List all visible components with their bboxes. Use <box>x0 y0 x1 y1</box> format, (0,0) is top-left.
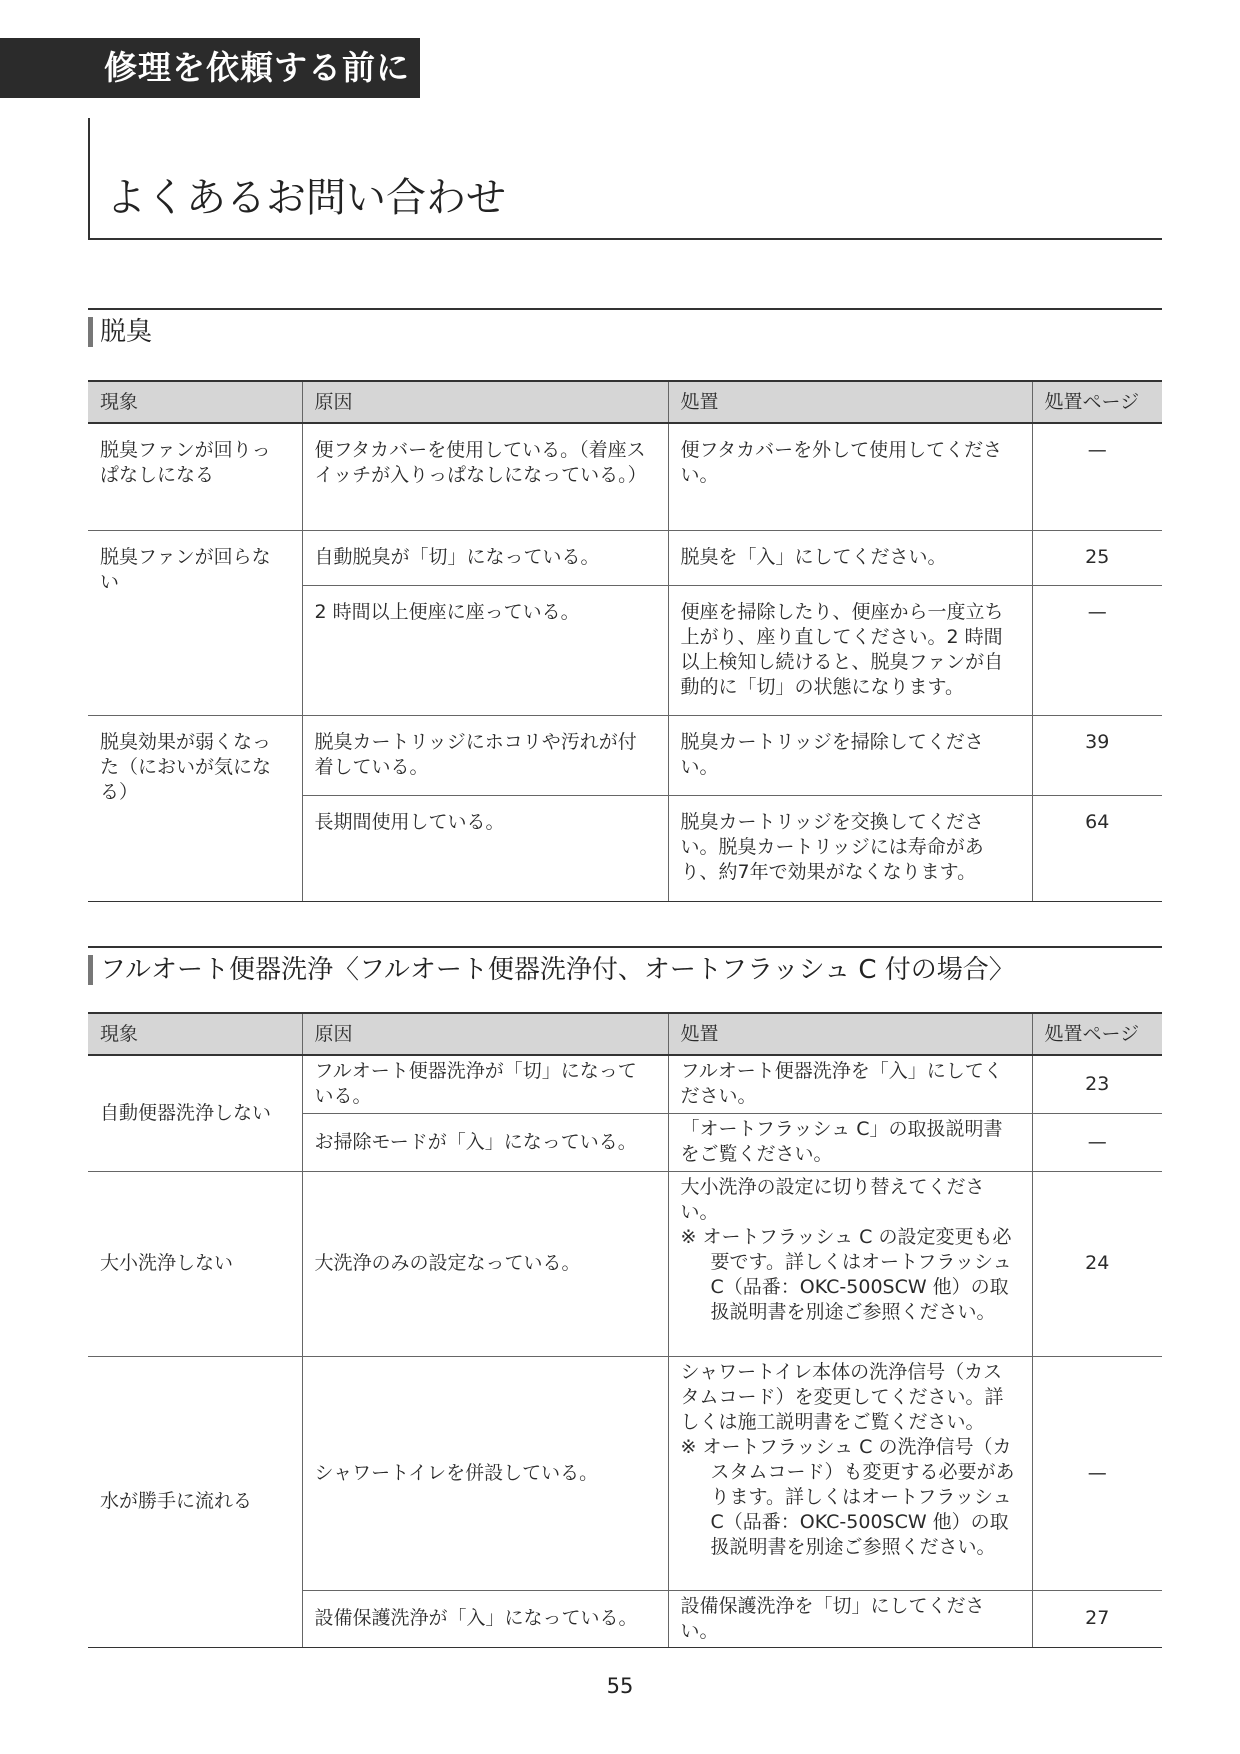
section-heading-deodorize <box>88 308 1162 350</box>
table-row <box>88 715 1162 795</box>
column-header-remedy: 処置 <box>668 381 1032 423</box>
table-row <box>88 1356 1162 1590</box>
cause-cell: 便フタカバーを使用している。（着座スイッチが入りっぱなしになっている。） <box>302 423 668 530</box>
page-cell: 24 <box>1032 1171 1162 1356</box>
column-header-cause: 原因 <box>302 381 668 423</box>
page-cell: 39 <box>1032 715 1162 795</box>
column-header-page: 処置ページ <box>1032 381 1162 423</box>
column-header-symptom: 現象 <box>88 381 302 423</box>
remedy-cell: 「オートフラッシュ C」の取扱説明書をご覧ください。 <box>668 1113 1032 1171</box>
symptom-cell: 脱臭ファンが回らない <box>88 530 302 715</box>
page-cell: — <box>1032 1356 1162 1590</box>
cause-cell: 脱臭カートリッジにホコリや汚れが付着している。 <box>302 715 668 795</box>
page-cell: 23 <box>1032 1055 1162 1113</box>
faq-table-auto-flush <box>88 1012 1162 1648</box>
table-header-row <box>88 381 1162 423</box>
section-heading-label: 脱臭 <box>100 317 153 347</box>
remedy-cell: 便フタカバーを外して使用してください。 <box>668 423 1032 530</box>
cause-cell: フルオート便器洗浄が「切」になっている。 <box>302 1055 668 1113</box>
cause-cell: 2 時間以上便座に座っている。 <box>302 585 668 715</box>
table-row <box>88 1055 1162 1113</box>
section-heading-auto-flush <box>88 946 1162 988</box>
page-cell: — <box>1032 585 1162 715</box>
page-cell: 25 <box>1032 530 1162 585</box>
column-header-page: 処置ページ <box>1032 1013 1162 1055</box>
symptom-cell: 大小洗浄しない <box>88 1171 302 1356</box>
table-row <box>88 423 1162 530</box>
symptom-cell: 脱臭ファンが回りっぱなしになる <box>88 423 302 530</box>
page-title: よくあるお問い合わせ <box>106 175 506 221</box>
page-cell: — <box>1032 1113 1162 1171</box>
chapter-header-tab: 修理を依頼する前に <box>0 38 420 98</box>
remedy-text: 大小洗浄の設定に切り替えてください。 <box>680 1175 985 1223</box>
remedy-cell: フルオート便器洗浄を「入」にしてください。 <box>668 1055 1032 1113</box>
faq-table-deodorize <box>88 380 1162 902</box>
section-heading-bar <box>88 317 93 347</box>
page-number: 55 <box>606 1674 634 1698</box>
remedy-note: ※ オートフラッシュ C の洗浄信号（カスタムコード）も変更する必要があります。詳しくはオートフラッシュ C（品番：OKC-500SCW 他）の取扱説明書を別途ご参照ください。 <box>680 1435 1015 1558</box>
symptom-cell: 自動便器洗浄しない <box>88 1055 302 1171</box>
page-cell: 27 <box>1032 1590 1162 1647</box>
section-heading-label: フルオート便器洗浄〈フルオート便器洗浄付、オートフラッシュ C 付の場合〉 <box>100 955 1015 985</box>
section-heading-bar <box>88 955 93 985</box>
remedy-cell <box>668 1171 1032 1356</box>
remedy-cell: 便座を掃除したり、便座から一度立ち上がり、座り直してください。2 時間以上検知し続けると、脱臭ファンが自動的に「切」の状態になります。 <box>668 585 1032 715</box>
cause-cell: 自動脱臭が「切」になっている。 <box>302 530 668 585</box>
page-cell: 64 <box>1032 795 1162 901</box>
remedy-cell: 脱臭を「入」にしてください。 <box>668 530 1032 585</box>
remedy-cell: 脱臭カートリッジを掃除してください。 <box>668 715 1032 795</box>
remedy-cell: 脱臭カートリッジを交換してください。脱臭カートリッジには寿命があり、約7年で効果がなくなります。 <box>668 795 1032 901</box>
symptom-cell: 脱臭効果が弱くなった（においが気になる） <box>88 715 302 901</box>
cause-cell: 長期間使用している。 <box>302 795 668 901</box>
column-header-cause: 原因 <box>302 1013 668 1055</box>
cause-cell: 大洗浄のみの設定なっている。 <box>302 1171 668 1356</box>
remedy-cell: 設備保護洗浄を「切」にしてください。 <box>668 1590 1032 1647</box>
column-header-symptom: 現象 <box>88 1013 302 1055</box>
remedy-cell <box>668 1356 1032 1590</box>
remedy-note: ※ オートフラッシュ C の設定変更も必要です。詳しくはオートフラッシュ C（品番：OKC-500SCW 他）の取扱説明書を別途ご参照ください。 <box>680 1225 1012 1323</box>
column-header-remedy: 処置 <box>668 1013 1032 1055</box>
cause-cell: 設備保護洗浄が「入」になっている。 <box>302 1590 668 1647</box>
remedy-text: シャワートイレ本体の洗浄信号（カスタムコード）を変更してください。詳しくは施工説明書をご覧ください。 <box>680 1360 1004 1433</box>
page-title-frame <box>88 118 1162 240</box>
cause-cell: シャワートイレを併設している。 <box>302 1356 668 1590</box>
cause-cell: お掃除モードが「入」になっている。 <box>302 1113 668 1171</box>
table-row <box>88 1171 1162 1356</box>
table-row <box>88 530 1162 585</box>
symptom-cell: 水が勝手に流れる <box>88 1356 302 1647</box>
table-header-row <box>88 1013 1162 1055</box>
page-cell: — <box>1032 423 1162 530</box>
